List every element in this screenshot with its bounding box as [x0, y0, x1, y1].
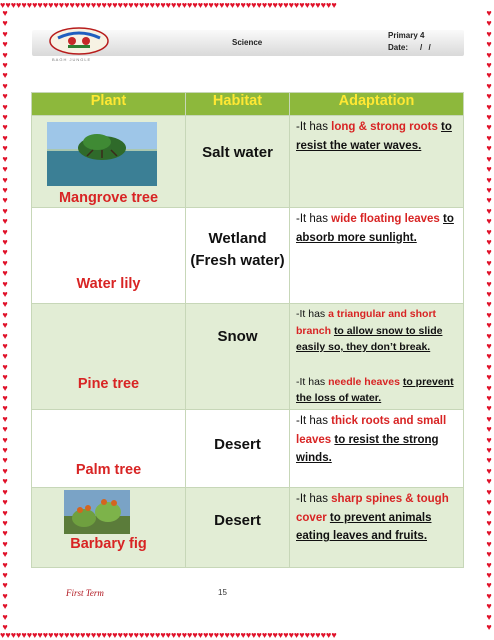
adaptation-keyword: thick roots and small leaves [296, 415, 447, 446]
habitat-cell [186, 304, 290, 410]
grade-label: Primary 4 [388, 31, 425, 40]
adaptation-cell [290, 304, 464, 410]
adaptation-keyword: long & strong roots [331, 121, 438, 133]
heart-border-left: ♥ ♥ ♥ ♥ ♥ ♥ ♥ ♥ ♥ ♥ ♥ ♥ ♥ ♥ ♥ ♥ ♥ ♥ ♥ ♥ ♥ ♥ ♥ ♥ ♥ ♥ ♥ ♥ ♥ ♥ ♥ ♥ ♥ ♥ ♥ ♥ ♥ ♥ ♥ ♥ ♥ ♥ ♥ ♥ ♥ ♥ ♥ ♥ ♥ ♥ ♥ ♥ ♥ ♥ ♥ ♥ ♥ ♥ ♥ ♥ [2, 8, 8, 632]
plant-name: Barbary fig [70, 536, 147, 552]
adaptation-keyword: a triangular and short branch [296, 308, 437, 337]
plant-name: Mangrove tree [58, 190, 159, 206]
habitat-cell [186, 116, 290, 208]
heart-border-top: ♥♥♥♥♥♥♥♥♥♥♥♥♥♥♥♥♥♥♥♥♥♥♥♥♥♥♥♥♥♥♥♥♥♥♥♥♥♥♥♥♥♥♥♥♥♥♥♥♥♥♥♥♥♥♥♥♥♥♥♥♥♥♥ [0, 0, 337, 10]
adaptation-cell [290, 410, 464, 488]
habitat-text: Salt water [202, 144, 273, 161]
adaptation-keyword: wide floating leaves [331, 213, 440, 225]
adaptation-purpose: to resist the water waves. [296, 121, 452, 152]
adaptation-purpose: to resist the strong winds. [296, 433, 439, 464]
adaptation-purpose: to prevent the loss of water. [296, 375, 454, 404]
adaptation-prefix: -It has [296, 121, 332, 133]
adaptation-cell [290, 488, 464, 568]
date-value: / / [420, 43, 431, 52]
table-header-row [32, 93, 464, 116]
school-logo [48, 26, 110, 56]
plant-cell [32, 488, 186, 568]
table-row [32, 116, 464, 208]
header-plant: Plant [32, 93, 186, 116]
habitat-text: Desert [214, 436, 261, 453]
habitat-cell [186, 488, 290, 568]
header-habitat: Habitat [186, 93, 290, 116]
heart-border-bottom: ♥♥♥♥♥♥♥♥♥♥♥♥♥♥♥♥♥♥♥♥♥♥♥♥♥♥♥♥♥♥♥♥♥♥♥♥♥♥♥♥♥♥♥♥♥♥♥♥♥♥♥♥♥♥♥♥♥♥♥♥♥♥♥ [0, 630, 337, 640]
plant-cell [32, 410, 186, 488]
habitat-text: Wetland [208, 230, 267, 247]
table-row [32, 410, 464, 488]
heart-border-right: ♥ ♥ ♥ ♥ ♥ ♥ ♥ ♥ ♥ ♥ ♥ ♥ ♥ ♥ ♥ ♥ ♥ ♥ ♥ ♥ ♥ ♥ ♥ ♥ ♥ ♥ ♥ ♥ ♥ ♥ ♥ ♥ ♥ ♥ ♥ ♥ ♥ ♥ ♥ ♥ ♥ ♥ ♥ ♥ ♥ ♥ ♥ ♥ ♥ ♥ ♥ ♥ ♥ ♥ ♥ ♥ ♥ ♥ ♥ ♥ [486, 8, 492, 632]
habitat-cell [186, 208, 290, 304]
plant-cell [32, 116, 186, 208]
adaptation-keyword: sharp spines & tough cover [296, 493, 449, 524]
adaptation-cell [290, 208, 464, 304]
plant-cell [32, 304, 186, 410]
adaptation-table [31, 92, 464, 568]
habitat-text-sub: (Fresh water) [190, 252, 285, 269]
adaptation-purpose: to allow snow to slide easily so, they don’t break. [296, 324, 443, 353]
table-row [32, 304, 464, 410]
school-caption: BAGH JUNGLE [52, 57, 92, 62]
page-number: 15 [218, 588, 227, 597]
adaptation-cell [290, 116, 464, 208]
footer-term: First Term [66, 588, 104, 598]
adaptation-purpose: to absorb more sunlight. [296, 213, 454, 244]
plant-name: Palm tree [75, 462, 142, 478]
adaptation-prefix: -It has [296, 375, 329, 388]
barbary-fig-image [64, 490, 130, 534]
habitat-text: Snow [217, 328, 258, 345]
table-row [32, 488, 464, 568]
plant-name: Pine tree [77, 376, 140, 392]
header-adaptation: Adaptation [290, 93, 464, 116]
date-label: Date: [388, 43, 409, 52]
table-row [32, 208, 464, 304]
adaptation-prefix: -It has [296, 308, 329, 320]
adaptation-prefix: -It has [296, 213, 332, 225]
habitat-text: Desert [214, 512, 261, 529]
adaptation-keyword: needle heaves [328, 375, 400, 388]
habitat-cell [186, 410, 290, 488]
plant-cell [32, 208, 186, 304]
adaptation-prefix: -It has [296, 415, 332, 427]
adaptation-prefix: -It has [296, 493, 332, 505]
adaptation-purpose: to prevent animals eating leaves and fruits. [296, 511, 432, 542]
page-header [32, 26, 464, 60]
subject-label: Science [232, 38, 263, 47]
mangrove-image [47, 122, 157, 186]
plant-name: Water lily [76, 276, 141, 292]
